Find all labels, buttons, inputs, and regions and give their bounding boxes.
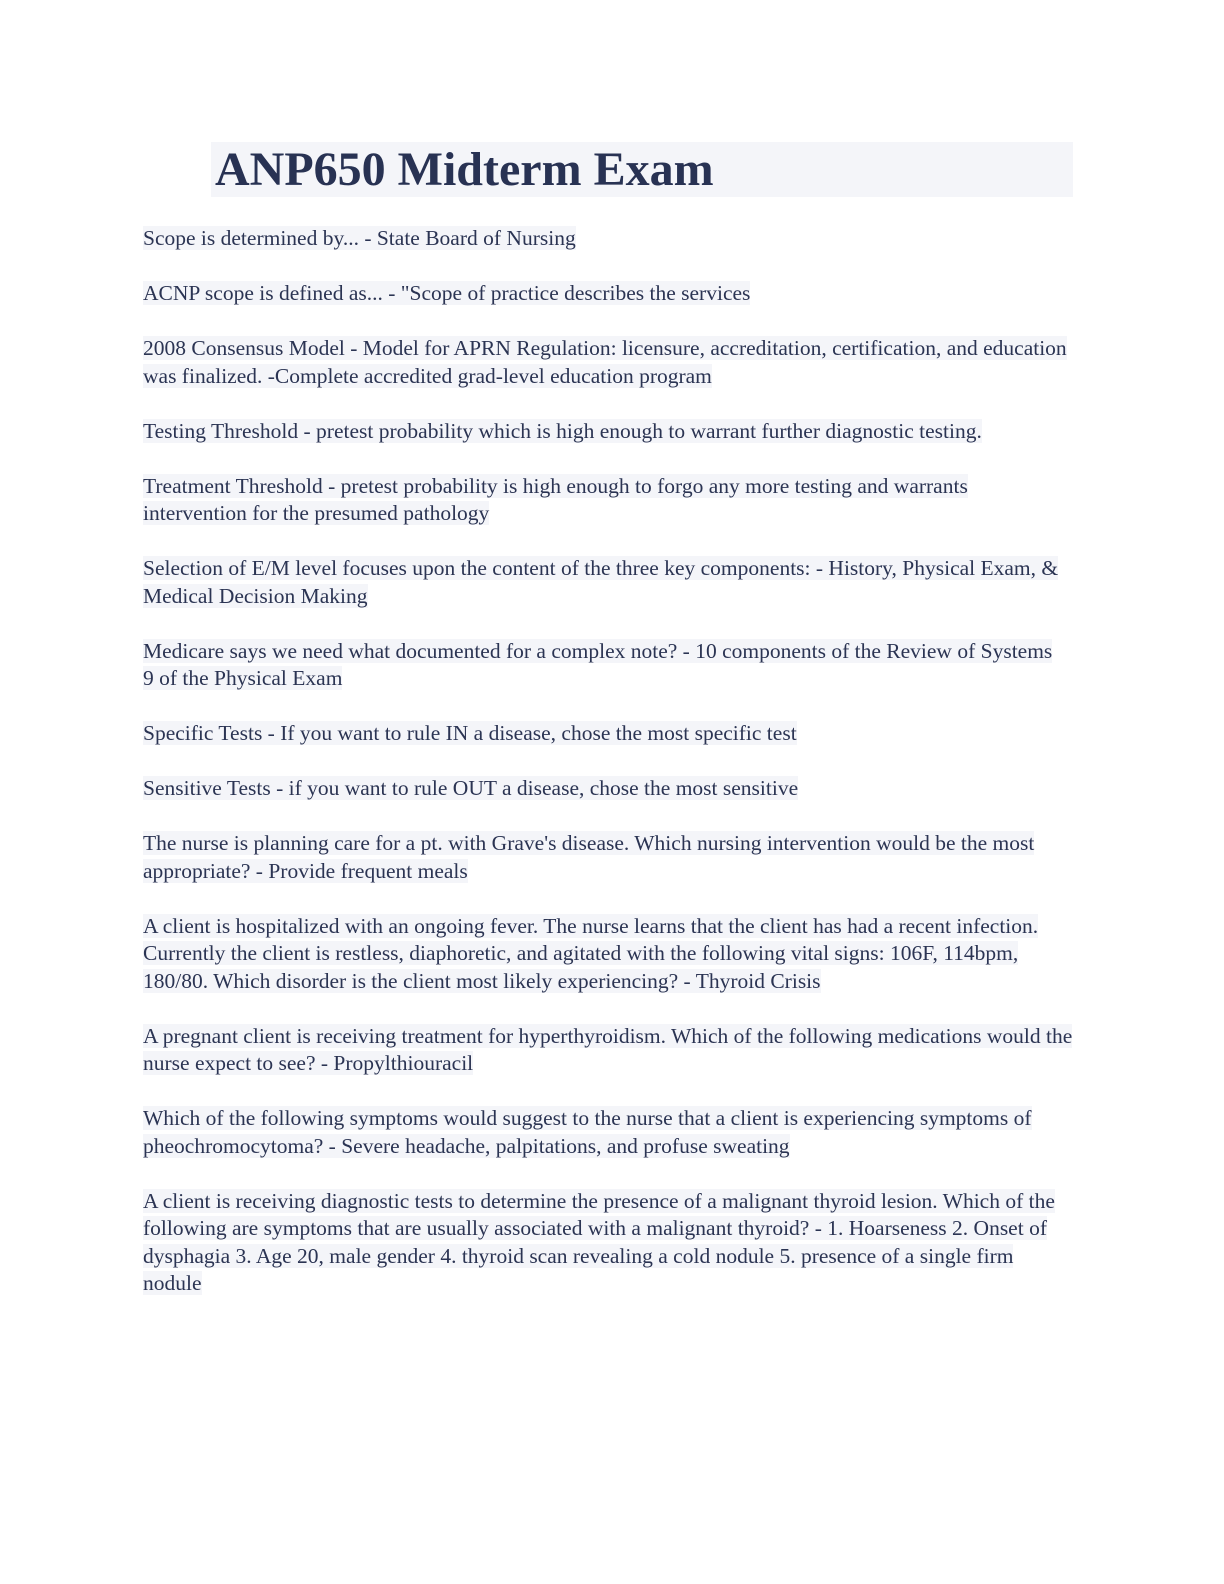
qa-item: [143, 638, 1073, 693]
qa-line: [143, 225, 1073, 253]
qa-item: [143, 335, 1073, 390]
qa-item: [143, 720, 1073, 748]
qa-line: [143, 1023, 1073, 1078]
qa-item: [143, 280, 1073, 308]
qa-item: [143, 913, 1073, 996]
qa-text: Which of the following symptoms would suggest to the nurse that a client is experiencing symptoms of pheochromocytoma? - Severe headache, palpitations, and profuse sweating: [143, 1106, 1032, 1158]
qa-text: ACNP scope is defined as... - "Scope of practice describes the services: [143, 281, 751, 305]
page-title: ANP650 Midterm Exam: [215, 143, 714, 196]
qa-item: [143, 775, 1073, 803]
qa-line: [143, 830, 1073, 885]
qa-item: [143, 555, 1073, 610]
qa-item: [143, 1023, 1073, 1078]
qa-item: [143, 830, 1073, 885]
qa-text: A pregnant client is receiving treatment for hyperthyroidism. Which of the following medications would the nurse expect to see? - Propylthiouracil: [143, 1023, 1073, 1075]
qa-text: Testing Threshold - pretest probability which is high enough to warrant further diagnostic testing.: [143, 418, 982, 443]
qa-text: Scope is determined by... - State Board of Nursing: [143, 226, 576, 250]
qa-text: Treatment Threshold - pretest probability is high enough to forgo any more testing and warrants intervention for the presumed pathology: [143, 473, 968, 525]
qa-line: [143, 1105, 1073, 1160]
qa-text: A client is receiving diagnostic tests to determine the presence of a malignant thyroid lesion. Which of the following are symptoms that are usually associated with a malignant thyroid? - 1. Hoarseness 2. Onset of dysphagia 3. Age 20, male gender 4. thyroid scan revealing a cold nodule 5. presence of a single firm nodule: [143, 1188, 1055, 1295]
qa-item: [143, 473, 1073, 528]
qa-line: [143, 775, 1073, 803]
qa-text: 9 of the Physical Exam: [143, 666, 343, 690]
qa-line: [143, 555, 1073, 610]
qa-line: [143, 473, 1073, 528]
qa-item: [143, 418, 1073, 446]
qa-item: [143, 1188, 1073, 1298]
qa-line: [143, 913, 1073, 996]
qa-text: Sensitive Tests - if you want to rule OUT a disease, chose the most sensitive: [143, 776, 799, 800]
qa-line: [143, 418, 1073, 446]
qa-line: [143, 720, 1073, 748]
qa-text: Medicare says we need what documented for a complex note? - 10 components of the Review of Systems: [143, 638, 1053, 663]
qa-line: [143, 1188, 1073, 1298]
qa-text: The nurse is planning care for a pt. with Grave's disease. Which nursing intervention would be the most appropriate? - Provide frequent meals: [143, 831, 1035, 883]
qa-item: [143, 225, 1073, 253]
qa-line: [143, 638, 1073, 666]
qa-text: A client is hospitalized with an ongoing fever. The nurse learns that the client has had a recent infection. Currently the client is restless, diaphoretic, and agitated with the following vital signs: 106F, 114bpm, 180/80. Which disorder is the client most likely experiencing? - Thyroid Crisis: [143, 913, 1039, 993]
qa-text: Specific Tests - If you want to rule IN a disease, chose the most specific test: [143, 721, 797, 745]
qa-list: [143, 225, 1073, 1325]
qa-line: [143, 280, 1073, 308]
qa-text: Selection of E/M level focuses upon the content of the three key components: - History, Physical Exam, & Medical Decision Making: [143, 556, 1059, 608]
qa-text: 2008 Consensus Model - Model for APRN Regulation: licensure, accreditation, certification, and education was finalized. -Complete accredited grad-level education program: [143, 336, 1067, 388]
qa-item: [143, 1105, 1073, 1160]
qa-line: [143, 335, 1073, 390]
qa-line: [143, 665, 1073, 693]
